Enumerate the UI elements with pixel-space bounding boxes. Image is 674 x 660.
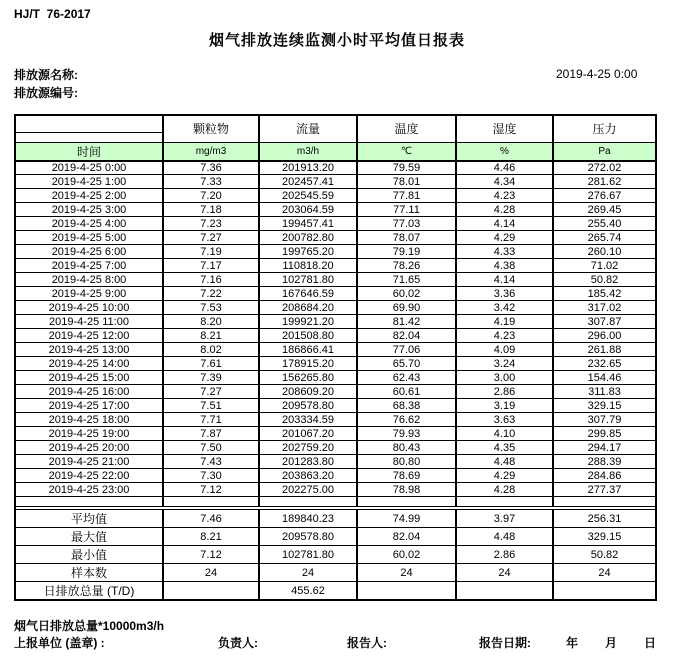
table-row bbox=[15, 399, 656, 413]
value-cell: 201508.80 bbox=[259, 329, 357, 343]
value-cell: 307.79 bbox=[553, 413, 656, 427]
time-cell: 2019-4-25 17:00 bbox=[15, 399, 163, 413]
value-cell: 156265.80 bbox=[259, 371, 357, 385]
value-cell: 7.36 bbox=[163, 161, 259, 175]
units-row bbox=[15, 142, 656, 161]
value-cell: 7.12 bbox=[163, 483, 259, 497]
value-cell: 4.14 bbox=[456, 273, 553, 287]
value-cell: 200782.80 bbox=[259, 231, 357, 245]
value-cell: 4.09 bbox=[456, 343, 553, 357]
value-cell: 4.29 bbox=[456, 469, 553, 483]
table-row bbox=[15, 231, 656, 245]
value-cell: 232.65 bbox=[553, 357, 656, 371]
value-cell: 4.19 bbox=[456, 315, 553, 329]
time-cell: 2019-4-25 0:00 bbox=[15, 161, 163, 175]
unit-cell-humidity: % bbox=[456, 142, 553, 161]
value-cell: 202275.00 bbox=[259, 483, 357, 497]
value-cell: 102781.80 bbox=[259, 546, 357, 564]
time-cell: 2019-4-25 11:00 bbox=[15, 315, 163, 329]
value-cell: 77.06 bbox=[357, 343, 456, 357]
column-header-flow: 流量 bbox=[259, 115, 357, 142]
report-unit-label: 上报单位 (盖章) : bbox=[14, 636, 105, 650]
value-cell: 71.02 bbox=[553, 259, 656, 273]
time-cell: 2019-4-25 14:00 bbox=[15, 357, 163, 371]
table-row bbox=[15, 245, 656, 259]
unit-cell-particulate: mg/m3 bbox=[163, 142, 259, 161]
value-cell: 80.43 bbox=[357, 441, 456, 455]
value-cell: 260.10 bbox=[553, 245, 656, 259]
value-cell: 24 bbox=[357, 564, 456, 582]
value-cell: 78.26 bbox=[357, 259, 456, 273]
value-cell: 256.31 bbox=[553, 510, 656, 528]
time-cell: 最大值 bbox=[15, 528, 163, 546]
value-cell: 76.62 bbox=[357, 413, 456, 427]
value-cell: 4.35 bbox=[456, 441, 553, 455]
time-cell: 2019-4-25 15:00 bbox=[15, 371, 163, 385]
time-cell: 2019-4-25 9:00 bbox=[15, 287, 163, 301]
value-cell: 65.70 bbox=[357, 357, 456, 371]
value-cell: 3.00 bbox=[456, 371, 553, 385]
column-header-temperature: 温度 bbox=[357, 115, 456, 142]
value-cell: 7.22 bbox=[163, 287, 259, 301]
signature-line bbox=[0, 634, 674, 652]
value-cell: 281.62 bbox=[553, 175, 656, 189]
column-header-humidity: 湿度 bbox=[456, 115, 553, 142]
value-cell bbox=[553, 582, 656, 601]
summary-body bbox=[15, 510, 656, 601]
value-cell: 329.15 bbox=[553, 399, 656, 413]
time-cell: 日排放总量 (T/D) bbox=[15, 582, 163, 601]
value-cell: 74.99 bbox=[357, 510, 456, 528]
time-cell: 2019-4-25 1:00 bbox=[15, 175, 163, 189]
value-cell: 202759.20 bbox=[259, 441, 357, 455]
value-cell: 455.62 bbox=[259, 582, 357, 601]
value-cell: 202545.59 bbox=[259, 189, 357, 203]
value-cell: 7.46 bbox=[163, 510, 259, 528]
value-cell: 110818.20 bbox=[259, 259, 357, 273]
column-header-particulate: 颗粒物 bbox=[163, 115, 259, 142]
time-cell: 2019-4-25 5:00 bbox=[15, 231, 163, 245]
table-row bbox=[15, 427, 656, 441]
table-row bbox=[15, 189, 656, 203]
value-cell: 3.42 bbox=[456, 301, 553, 315]
table-body bbox=[15, 161, 656, 497]
table-row bbox=[15, 287, 656, 301]
time-cell: 2019-4-25 12:00 bbox=[15, 329, 163, 343]
source-code-label: 排放源编号: bbox=[14, 86, 78, 100]
value-cell: 311.83 bbox=[553, 385, 656, 399]
value-cell: 60.61 bbox=[357, 385, 456, 399]
value-cell: 199765.20 bbox=[259, 245, 357, 259]
table-row bbox=[15, 510, 656, 528]
value-cell: 102781.80 bbox=[259, 273, 357, 287]
value-cell: 4.23 bbox=[456, 329, 553, 343]
value-cell: 7.19 bbox=[163, 245, 259, 259]
value-cell: 189840.23 bbox=[259, 510, 357, 528]
value-cell bbox=[456, 582, 553, 601]
value-cell: 4.48 bbox=[456, 528, 553, 546]
time-cell: 最小值 bbox=[15, 546, 163, 564]
value-cell: 2.86 bbox=[456, 546, 553, 564]
value-cell: 203334.59 bbox=[259, 413, 357, 427]
month-label: 月 bbox=[605, 636, 618, 650]
value-cell: 201067.20 bbox=[259, 427, 357, 441]
time-cell: 2019-4-25 19:00 bbox=[15, 427, 163, 441]
header-empty-bottom-cell bbox=[15, 132, 163, 142]
value-cell: 78.98 bbox=[357, 483, 456, 497]
value-cell: 8.02 bbox=[163, 343, 259, 357]
value-cell: 7.16 bbox=[163, 273, 259, 287]
value-cell: 7.27 bbox=[163, 385, 259, 399]
value-cell: 80.80 bbox=[357, 455, 456, 469]
value-cell: 4.28 bbox=[456, 483, 553, 497]
report-date-label: 报告日期: bbox=[479, 636, 531, 650]
value-cell: 7.20 bbox=[163, 189, 259, 203]
value-cell: 154.46 bbox=[553, 371, 656, 385]
value-cell bbox=[163, 582, 259, 601]
table-row bbox=[15, 469, 656, 483]
value-cell: 77.11 bbox=[357, 203, 456, 217]
page-title: 烟气排放连续监测小时平均值日报表 bbox=[208, 32, 465, 49]
value-cell: 24 bbox=[553, 564, 656, 582]
value-cell: 81.42 bbox=[357, 315, 456, 329]
time-cell: 2019-4-25 20:00 bbox=[15, 441, 163, 455]
value-cell: 7.87 bbox=[163, 427, 259, 441]
table-row bbox=[15, 301, 656, 315]
unit-cell-temperature: ℃ bbox=[357, 142, 456, 161]
value-cell: 3.36 bbox=[456, 287, 553, 301]
value-cell: 4.34 bbox=[456, 175, 553, 189]
value-cell: 8.20 bbox=[163, 315, 259, 329]
table-row bbox=[15, 528, 656, 546]
value-cell: 255.40 bbox=[553, 217, 656, 231]
value-cell: 8.21 bbox=[163, 528, 259, 546]
value-cell: 294.17 bbox=[553, 441, 656, 455]
value-cell: 7.30 bbox=[163, 469, 259, 483]
value-cell: 71.65 bbox=[357, 273, 456, 287]
value-cell: 209578.80 bbox=[259, 399, 357, 413]
table-row bbox=[15, 582, 656, 601]
table-row bbox=[15, 273, 656, 287]
unit-cell-pressure: Pa bbox=[553, 142, 656, 161]
time-cell: 2019-4-25 4:00 bbox=[15, 217, 163, 231]
value-cell: 284.86 bbox=[553, 469, 656, 483]
value-cell: 7.61 bbox=[163, 357, 259, 371]
day-label: 日 bbox=[644, 636, 657, 650]
value-cell: 79.93 bbox=[357, 427, 456, 441]
value-cell: 261.88 bbox=[553, 343, 656, 357]
value-cell: 69.90 bbox=[357, 301, 456, 315]
value-cell: 7.71 bbox=[163, 413, 259, 427]
table-row bbox=[15, 413, 656, 427]
value-cell: 3.24 bbox=[456, 357, 553, 371]
value-cell: 7.12 bbox=[163, 546, 259, 564]
table-row bbox=[15, 161, 656, 175]
value-cell: 178915.20 bbox=[259, 357, 357, 371]
value-cell: 78.69 bbox=[357, 469, 456, 483]
value-cell: 7.39 bbox=[163, 371, 259, 385]
value-cell: 203863.20 bbox=[259, 469, 357, 483]
value-cell: 79.59 bbox=[357, 161, 456, 175]
table-row bbox=[15, 315, 656, 329]
time-cell: 2019-4-25 2:00 bbox=[15, 189, 163, 203]
value-cell: 209578.80 bbox=[259, 528, 357, 546]
value-cell: 7.50 bbox=[163, 441, 259, 455]
value-cell: 199457.41 bbox=[259, 217, 357, 231]
value-cell: 8.21 bbox=[163, 329, 259, 343]
value-cell: 329.15 bbox=[553, 528, 656, 546]
time-cell: 平均值 bbox=[15, 510, 163, 528]
value-cell: 167646.59 bbox=[259, 287, 357, 301]
value-cell: 4.48 bbox=[456, 455, 553, 469]
table-row bbox=[15, 343, 656, 357]
value-cell: 4.23 bbox=[456, 189, 553, 203]
value-cell: 307.87 bbox=[553, 315, 656, 329]
value-cell: 4.14 bbox=[456, 217, 553, 231]
value-cell: 7.18 bbox=[163, 203, 259, 217]
table-row bbox=[15, 546, 656, 564]
value-cell: 7.43 bbox=[163, 455, 259, 469]
table-row bbox=[15, 357, 656, 371]
value-cell: 50.82 bbox=[553, 273, 656, 287]
value-cell: 50.82 bbox=[553, 546, 656, 564]
value-cell: 269.45 bbox=[553, 203, 656, 217]
value-cell: 317.02 bbox=[553, 301, 656, 315]
column-header-pressure: 压力 bbox=[553, 115, 656, 142]
value-cell: 7.27 bbox=[163, 231, 259, 245]
value-cell: 199921.20 bbox=[259, 315, 357, 329]
value-cell: 272.02 bbox=[553, 161, 656, 175]
source-name-label: 排放源名称: bbox=[14, 68, 78, 82]
value-cell: 60.02 bbox=[357, 546, 456, 564]
value-cell: 296.00 bbox=[553, 329, 656, 343]
table-row bbox=[15, 203, 656, 217]
value-cell: 203064.59 bbox=[259, 203, 357, 217]
value-cell: 202457.41 bbox=[259, 175, 357, 189]
total-emission-note: 烟气日排放总量*10000m3/h bbox=[14, 619, 165, 633]
time-cell: 2019-4-25 10:00 bbox=[15, 301, 163, 315]
value-cell: 299.85 bbox=[553, 427, 656, 441]
time-cell: 2019-4-25 22:00 bbox=[15, 469, 163, 483]
value-cell: 2.86 bbox=[456, 385, 553, 399]
value-cell: 208684.20 bbox=[259, 301, 357, 315]
time-cell: 2019-4-25 6:00 bbox=[15, 245, 163, 259]
value-cell: 7.23 bbox=[163, 217, 259, 231]
table-row bbox=[15, 217, 656, 231]
table-row bbox=[15, 329, 656, 343]
value-cell: 186866.41 bbox=[259, 343, 357, 357]
year-label: 年 bbox=[566, 636, 579, 650]
value-cell: 265.74 bbox=[553, 231, 656, 245]
value-cell: 288.39 bbox=[553, 455, 656, 469]
value-cell: 276.67 bbox=[553, 189, 656, 203]
header-empty-top-cell bbox=[15, 115, 163, 132]
value-cell: 82.04 bbox=[357, 329, 456, 343]
time-cell: 样本数 bbox=[15, 564, 163, 582]
time-cell: 2019-4-25 23:00 bbox=[15, 483, 163, 497]
time-cell: 2019-4-25 3:00 bbox=[15, 203, 163, 217]
value-cell: 68.38 bbox=[357, 399, 456, 413]
value-cell: 4.38 bbox=[456, 259, 553, 273]
value-cell: 4.46 bbox=[456, 161, 553, 175]
table-row bbox=[15, 455, 656, 469]
value-cell: 208609.20 bbox=[259, 385, 357, 399]
value-cell: 78.01 bbox=[357, 175, 456, 189]
value-cell: 7.51 bbox=[163, 399, 259, 413]
time-header-cell: 时间 bbox=[15, 142, 163, 161]
value-cell: 277.37 bbox=[553, 483, 656, 497]
value-cell: 3.63 bbox=[456, 413, 553, 427]
value-cell: 24 bbox=[259, 564, 357, 582]
reporter-label: 报告人: bbox=[347, 636, 387, 650]
value-cell: 7.33 bbox=[163, 175, 259, 189]
value-cell: 79.19 bbox=[357, 245, 456, 259]
empty-row bbox=[15, 497, 656, 507]
value-cell: 82.04 bbox=[357, 528, 456, 546]
value-cell: 7.17 bbox=[163, 259, 259, 273]
unit-cell-flow: m3/h bbox=[259, 142, 357, 161]
table-row bbox=[15, 259, 656, 273]
value-cell: 60.02 bbox=[357, 287, 456, 301]
table-row bbox=[15, 441, 656, 455]
value-cell: 4.10 bbox=[456, 427, 553, 441]
time-cell: 2019-4-25 18:00 bbox=[15, 413, 163, 427]
value-cell: 24 bbox=[163, 564, 259, 582]
value-cell: 77.03 bbox=[357, 217, 456, 231]
table-row bbox=[15, 175, 656, 189]
value-cell: 24 bbox=[456, 564, 553, 582]
table-row bbox=[15, 371, 656, 385]
value-cell bbox=[357, 582, 456, 601]
time-cell: 2019-4-25 16:00 bbox=[15, 385, 163, 399]
table-row bbox=[15, 564, 656, 582]
time-cell: 2019-4-25 21:00 bbox=[15, 455, 163, 469]
value-cell: 3.97 bbox=[456, 510, 553, 528]
value-cell: 78.07 bbox=[357, 231, 456, 245]
time-cell: 2019-4-25 8:00 bbox=[15, 273, 163, 287]
time-cell: 2019-4-25 7:00 bbox=[15, 259, 163, 273]
time-cell: 2019-4-25 13:00 bbox=[15, 343, 163, 357]
value-cell: 4.29 bbox=[456, 231, 553, 245]
value-cell: 77.81 bbox=[357, 189, 456, 203]
standard-number: HJ/T 76-2017 bbox=[14, 7, 91, 21]
value-cell: 4.28 bbox=[456, 203, 553, 217]
value-cell: 4.33 bbox=[456, 245, 553, 259]
value-cell: 3.19 bbox=[456, 399, 553, 413]
value-cell: 201283.80 bbox=[259, 455, 357, 469]
responsible-person-label: 负责人: bbox=[218, 636, 258, 650]
table-row bbox=[15, 385, 656, 399]
value-cell: 185.42 bbox=[553, 287, 656, 301]
report-table bbox=[14, 114, 657, 601]
report-datetime: 2019-4-25 0:00 bbox=[556, 67, 638, 81]
table-row bbox=[15, 483, 656, 497]
value-cell: 201913.20 bbox=[259, 161, 357, 175]
value-cell: 62.43 bbox=[357, 371, 456, 385]
value-cell: 7.53 bbox=[163, 301, 259, 315]
